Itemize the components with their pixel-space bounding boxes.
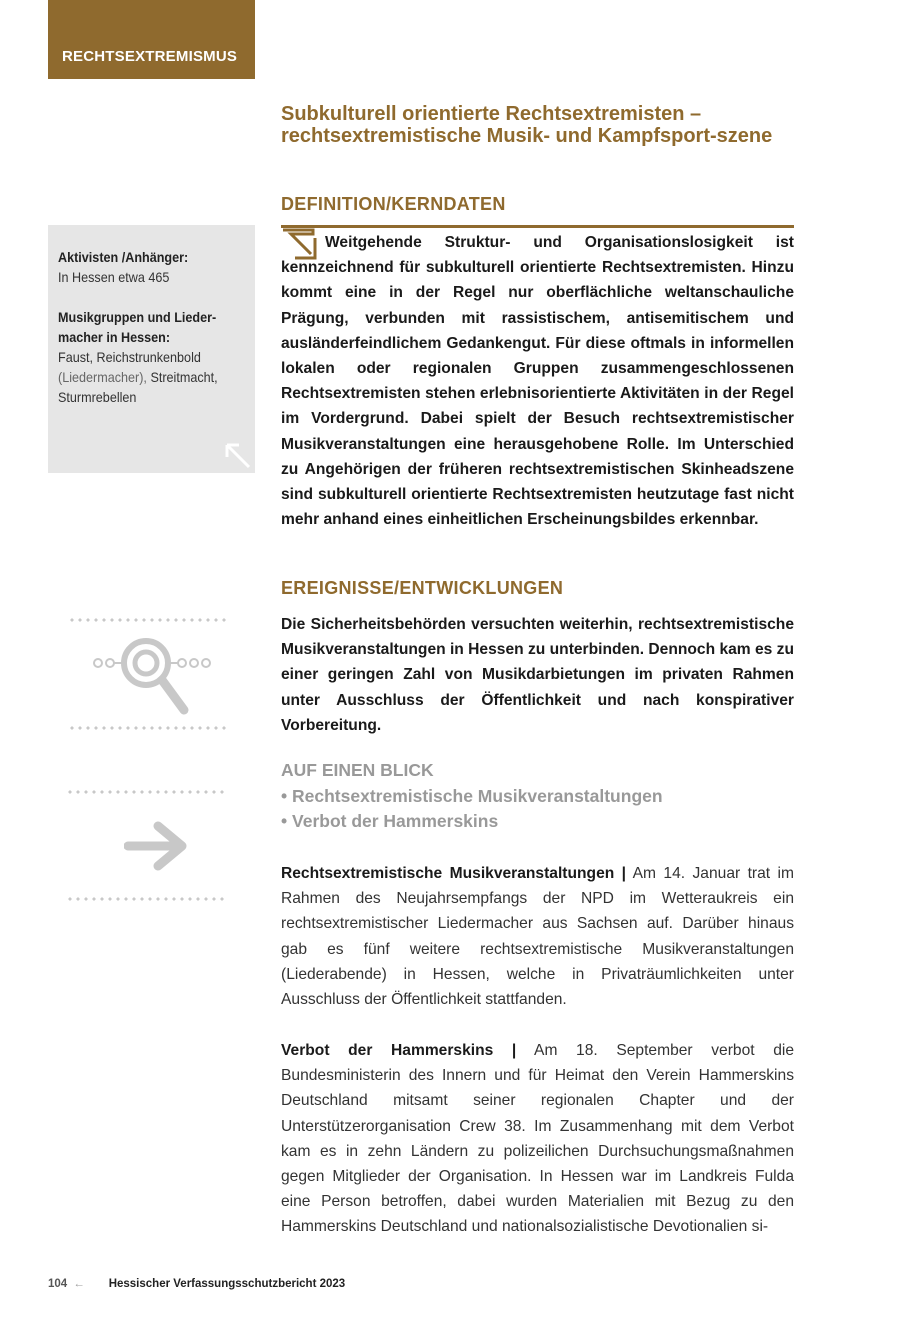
music-events-lead: Rechtsextremistische Musikveranstaltungen | — [281, 865, 627, 882]
search-magnifier-icon — [90, 636, 220, 718]
page-title: Subkulturell orientierte Rechtsextremisten – rechtsextremistische Musik- und Kampfsport-szene — [281, 103, 773, 147]
music-groups-value-3: Streitmacht, Sturmrebellen — [58, 369, 218, 405]
music-events-text: Am 14. Januar trat im Rahmen des Neujahrsempfangs der NPD im Wetteraukreis ein rechtsextremistischer Liedermacher aus Sachsen auf. Darüber hinaus gab es fünf weitere rechtsextremistische Musikveranstaltungen (Liederabende) in Hessen, welche in Privaträumlichkeiten unter Ausschluss der Öffentlichkeit stattfanden. — [281, 865, 794, 1009]
page-footer — [48, 1278, 345, 1290]
activists-value: In Hessen etwa 465 — [58, 269, 170, 285]
ban-paragraph — [281, 1038, 794, 1240]
music-events-paragraph — [281, 861, 794, 1012]
dotted-divider — [68, 726, 228, 730]
publication-title: Hessischer Verfassungsschutzbericht 2023 — [108, 1278, 346, 1290]
list-item: • Rechtsextremistische Musikveranstaltungen — [281, 784, 663, 809]
ban-text: Am 18. September verbot die Bundesministerin des Innern und für Heimat den Verein Hammerskins Deutschland mitsamt seiner regionalen Chapter und der Unterstützerorganisation Crew 38. Im Zusammenhang mit dem Verbot kam es in zehn Ländern zu polizeilichen Durchsuchungsmaßnahmen gegen Mitglieder der Organisation. In Hessen war im Landkreis Fulda eine Person betroffen, dabei wurden Materialien mit Bezug zu den Hammerskins Deutschland und nationalsozialistische Devotionalien si- — [281, 1042, 794, 1236]
events-intro-text: Die Sicherheitsbehörden versuchten weiterhin, rechtsextremistische Musikveranstaltungen in Hessen zu unterbinden. Dennoch kam es zu einer geringen Zahl von Musikdarbietungen im privaten Rahmen unter Ausschluss der Öffentlichkeit und nach konspirativer Vorbereitung. — [281, 616, 794, 734]
back-arrow-icon: ← — [73, 1278, 85, 1290]
ban-lead: Verbot der Hammerskins | — [281, 1042, 517, 1059]
dotted-divider — [66, 790, 226, 794]
activists-label: Aktivisten /Anhänger: — [58, 249, 189, 265]
music-groups-value-2: (Liedermacher), — [58, 369, 147, 385]
dotted-divider — [66, 897, 226, 901]
at-a-glance-title: AUF EINEN BLICK — [281, 760, 434, 780]
music-groups-label: Musikgruppen und Lieder-macher in Hessen: — [58, 309, 217, 345]
list-item: • Verbot der Hammerskins — [281, 809, 663, 834]
key-data-box — [48, 225, 255, 473]
section-label-tab: RECHTSEXTREMISMUS — [48, 0, 255, 79]
definition-rule — [281, 225, 794, 228]
page-number: 104 — [48, 1278, 68, 1290]
right-arrow-icon — [124, 820, 188, 872]
definition-text: Weitgehende Struktur- und Organisationslosigkeit ist kennzeichnend für subkulturell orientierte Rechtsextremisten. Hinzu kommt eine in der Regel nur oberflächliche weltanschauliche Prägung, verbunden mit rassistischem, antisemitischem und ausländerfeindlichem Gedankengut. Für diese oftmals in informellen lokalen oder regionalen Gruppen zusammengeschlossenen Rechtsextremisten stehen erlebnisorientierte Aktivitäten in der Regel im Vordergrund. Dabei spielt der Besuch rechtsextremistischer Musikveranstaltungen eine herausgehobene Rolle. Im Unterschied zu Angehörigen der früheren rechtsextremistischen Skinheadszene sind subkulturell orientierte Rechtsextremisten heutzutage fast nicht mehr anhand eines einheitlichen Erscheinungsbildes erkennbar. — [281, 234, 794, 529]
dotted-divider — [68, 618, 228, 622]
definition-heading: DEFINITION/KERNDATEN — [281, 194, 506, 214]
diagonal-arrow-icon — [223, 441, 253, 471]
events-heading: EREIGNISSE/ENTWICKLUNGEN — [281, 578, 564, 598]
at-a-glance-list — [281, 784, 663, 834]
music-groups-value-1: Faust, Reichstrunkenbold — [58, 349, 201, 365]
